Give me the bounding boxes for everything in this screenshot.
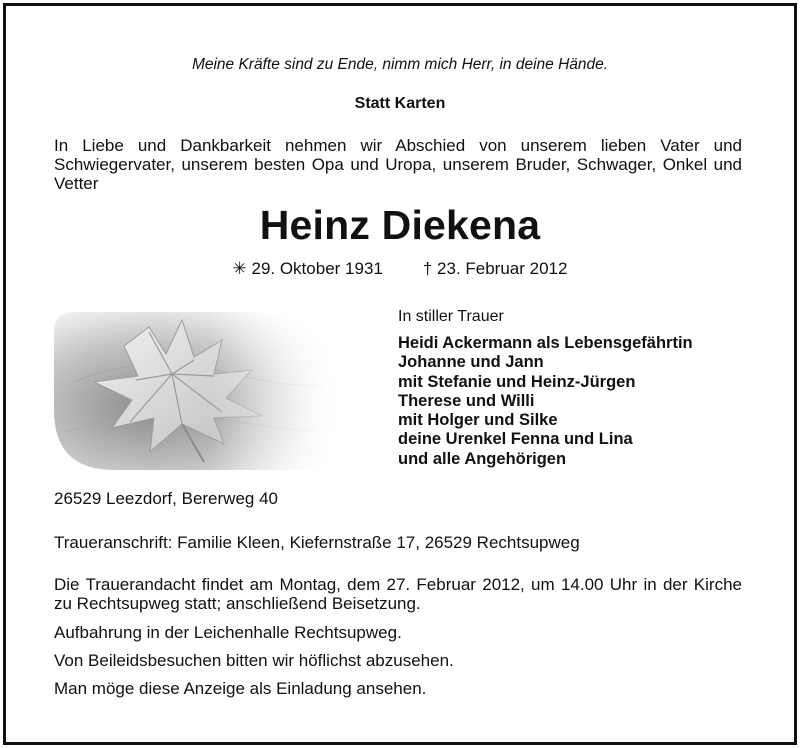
death-date: † 23. Februar 2012: [422, 259, 568, 278]
deceased-name: Heinz Diekena: [259, 202, 541, 248]
laying-out-info: Aufbahrung in der Leichenhalle Rechtsupweg.: [54, 623, 402, 642]
life-dates: [0, 259, 800, 279]
service-info: Die Trauerandacht findet am Montag, dem 27. Februar 2012, um 14.00 Uhr in der Kirche zu Rechtsupweg statt; anschließend Beisetzung.: [54, 575, 742, 613]
motto-verse: Meine Kräfte sind zu Ende, nimm mich Herr, in deine Hände.: [191, 56, 609, 73]
mourner-line: Therese und Willi: [398, 391, 535, 410]
mourning-intro: In stiller Trauer: [398, 308, 504, 325]
home-address: 26529 Leezdorf, Bererweg 40: [54, 489, 278, 508]
invitation-note: Man möge diese Anzeige als Einladung ansehen.: [54, 679, 427, 698]
mourner-line: Heidi Ackermann als Lebensgefährtin: [398, 334, 693, 352]
condolence-visits-note: Von Beileidsbesuchen bitten wir höflichst abzusehen.: [54, 651, 454, 670]
mourner-line: deine Urenkel Fenna und Lina: [398, 430, 633, 449]
mourners-block: [398, 308, 693, 469]
condolence-address: Traueranschrift: Familie Kleen, Kiefernstraße 17, 26529 Rechtsupweg: [54, 533, 580, 552]
mourner-line: und alle Angehörigen: [398, 449, 567, 468]
statt-karten-heading: Statt Karten: [354, 95, 446, 112]
maple-leaf-image: [54, 312, 336, 470]
mourners-list: [398, 334, 693, 469]
mourner-line: mit Holger und Silke: [398, 411, 558, 430]
mourner-line: Johanne und Jann: [398, 353, 544, 372]
mourner-line: mit Stefanie und Heinz-Jürgen: [398, 372, 636, 391]
birth-date: ✳ 29. Oktober 1931: [232, 259, 383, 278]
intro-text: In Liebe und Dankbarkeit nehmen wir Abschied von unserem lieben Vater und Schwiegervater, unserem besten Opa und Uropa, unserem Bruder, Schwager, Onkel und Vetter: [54, 136, 742, 193]
